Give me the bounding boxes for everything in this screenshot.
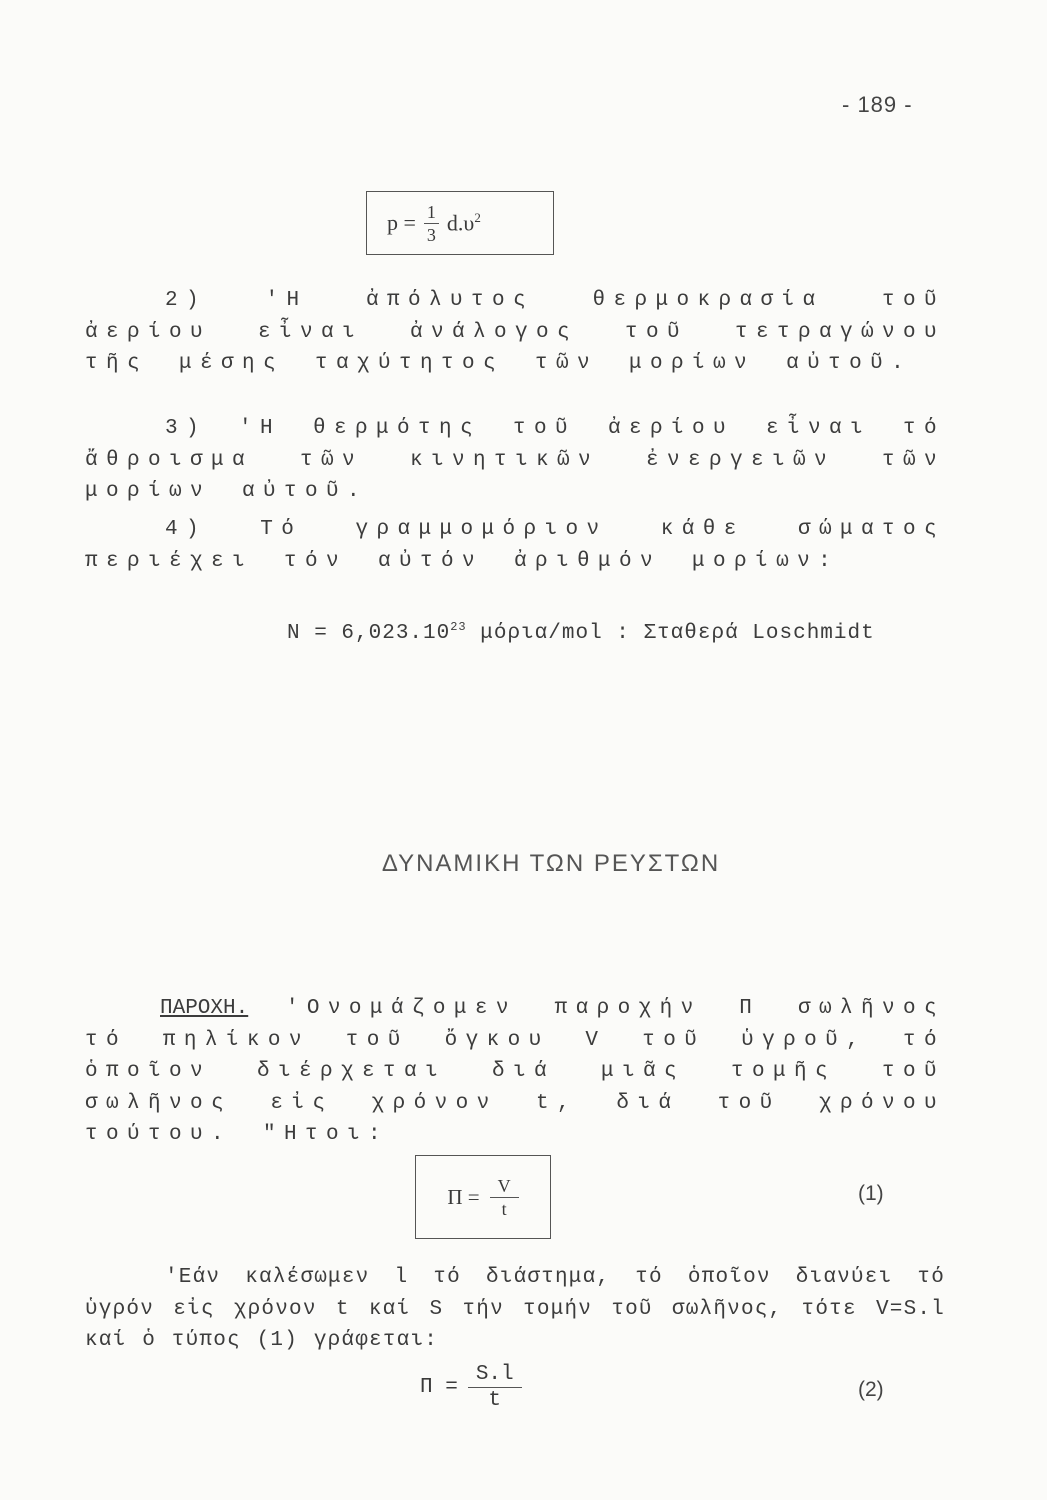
paragraph-ean: 'Εάν καλέσωμεν l τό διάστημα, τό ὁποῖον διανύει τό ὑγρόν εἰς χρόνον t καί S τήν τομήν τοῦ σωλῆνος, τότε V=S.l καί ὁ τύπος (1) γράφεται: <box>85 1266 945 1352</box>
fraction <box>424 203 439 244</box>
formula-lhs: p = <box>387 210 416 235</box>
fraction-denominator: t <box>501 1198 507 1219</box>
paragraph-2: 2) 'Η ἀπόλυτος θερμοκρασία τοῦ ἀερίου εἶναι ἀνάλογος τοῦ τετραγώνου τῆς μέσης ταχύτητος τῶν μορίων αὐτοῦ. <box>85 289 945 375</box>
section-title: ΔΥΝΑΜΙΚΗ ΤΩΝ ΡΕΥΣΤΩΝ <box>381 850 721 877</box>
fraction-numerator: 1 <box>424 203 439 224</box>
fraction-denominator: 3 <box>426 224 436 245</box>
equation-number-1: (1) <box>858 1182 884 1205</box>
page-number: - 189 - <box>842 92 913 117</box>
formula-lhs: Π = <box>447 1184 480 1209</box>
formula-2 <box>420 1364 522 1411</box>
formula-box-pressure <box>366 191 554 255</box>
fraction <box>490 1177 519 1218</box>
avogadro-rhs: μόρια/mol : Σταθερά Loschmidt <box>480 622 875 645</box>
formula-lhs: Π = <box>420 1376 458 1399</box>
paragraph-4: 4) Τό γραμμομόριον κάθε σώματος περιέχει τόν αὐτόν ἀριθμόν μορίων: <box>85 518 945 573</box>
fraction <box>468 1364 522 1411</box>
avogadro-equation: $N = 6,023.10^{23}$ μόρια/mol : Σταθερά Loschmidt <box>287 620 875 645</box>
fraction-numerator: S.l <box>468 1364 522 1388</box>
formula-rhs: $d.\upsilon^2$ <box>446 209 481 236</box>
paroxi-text: 'Ονομάζομεν παροχήν Π σωλῆνος τό πηλίκον τοῦ ὄγκου V τοῦ ὑγροῦ, τό ὁποῖον διέρχεται διά μιᾶς τομῆς τοῦ σωλῆνος εἰς χρόνον t, διά τοῦ χρόνου τούτου. "Ητοι: <box>85 997 945 1146</box>
exponent: 23 <box>450 620 467 634</box>
fraction-numerator: V <box>490 1177 519 1198</box>
exponent: 2 <box>474 209 481 225</box>
fraction-denominator: t <box>488 1389 502 1412</box>
paroxi-label: ΠΑΡΟΧΗ. <box>160 997 249 1020</box>
paragraph-3: 3) 'Η θερμότης τοῦ ἀερίου εἶναι τό ἄθροισμα τῶν κινητικῶν ἐνεργειῶν τῶν μορίων αὐτοῦ. <box>85 417 945 503</box>
paragraph-paroxi <box>85 993 945 1151</box>
equation-number-2: (2) <box>858 1378 884 1401</box>
formula-box-1 <box>415 1155 551 1239</box>
